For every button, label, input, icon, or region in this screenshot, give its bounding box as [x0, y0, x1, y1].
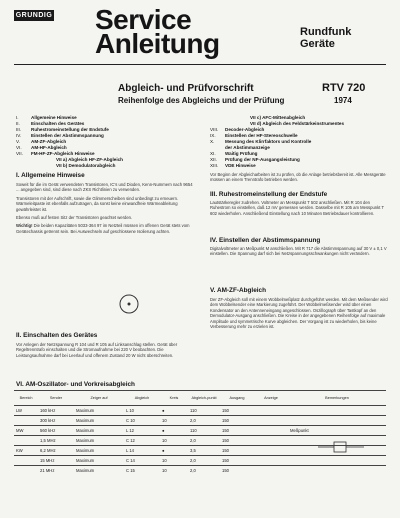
section-6-title: VI. AM-Oszillator- und Vorkreisabgleich — [16, 381, 135, 388]
toc-item: X. Messung des Klirrfaktors und Kontrolle — [210, 139, 312, 144]
table-row: KW 6,2 MHz Maximum L 14 ● 3,5 150 — [14, 446, 386, 456]
title-service: Service — [95, 4, 192, 35]
title-anleitung: Anleitung — [95, 28, 220, 59]
col-header: Kreis — [169, 396, 179, 400]
toc-left — [16, 115, 186, 169]
toc-item: VII c) AFC-Mittenabgleich — [250, 115, 306, 120]
section-4-body: Digitalvoltmeter an Meßpunkt M anschließen. Mit R 717 die Abstimmspannung auf 30 V ± 0,1 V einstellen. Die Spannung darf sich bei Netzspannungsschwankungen nicht verändern. — [210, 246, 387, 257]
department-label — [300, 26, 351, 50]
alignment-table — [14, 390, 386, 475]
brand-logo: GRUNDIG — [15, 12, 53, 19]
toc-item: III. Ruhestromeinstellung der Endstufe — [16, 127, 109, 132]
table-header-row — [14, 391, 386, 406]
table-row: 21 MHz Maximum C 15 10 2,0 150 — [14, 466, 386, 476]
toc-item: IX. Einstellen der HF-Stereoschwelle — [210, 133, 298, 138]
toc-item: VII a) Abgleich HF-ZF-Abgleich — [56, 157, 123, 162]
col-header: Sender — [49, 396, 63, 400]
section-3-title: III. Ruhestromeinstellung der Endstufe — [210, 191, 328, 198]
table-row: LW 160 kHz Maximum L 10 ● 110 150 — [14, 406, 386, 416]
section-1-para: Transistoren mit der Aufschrift, sowie die Glimmerscheiben sind unbedingt zu erneuern. Wärmeleitpaste ist ebenfalls aufzutragen, da sonst keine einwandfreie Wärmeableitung gewährleistet ist. — [16, 195, 179, 212]
intro-note: Vor Beginn der Abgleicharbeiten ist zu prüfen, ob die Anlage betriebsbereit ist. Alle Messgeräte müssen an einem Trenntrafo betrieben werden. — [210, 172, 386, 183]
toc-item: V. AM-ZF-Abgleich — [16, 139, 67, 144]
toc-item: VII b) Demodulatorabgleich — [56, 163, 116, 168]
model-number: RTV 720 — [322, 82, 366, 94]
section-5-body: Der ZF-Abgleich soll mit einem Wobbelmeßplatz durchgeführt werden. Mit dem Meßsender wird dem Wobbelsender eine Markierung zugeführt. Der Wobbelmeßsender wird über einen Kondensator an den Antenneneingang angeschlossen. Oszillograph über Tastkopf an den Demodulator-Ausgang anschließen. Die Kreise in der angegebenen Reihenfolge auf maximale Amplitude und symmetrische Kurve abgleichen. Der Vorgang ist zu wiederholen, bis keine Verbesserung mehr zu erzielen ist. — [210, 297, 388, 330]
header-rule — [14, 64, 386, 65]
toc-item: VII d) Abgleich des Feldstärkeinstrumentes — [250, 121, 345, 126]
table-row: 300 kHz Maximum C 10 10 2,0 150 — [14, 416, 386, 426]
section-5-title: V. AM-ZF-Abgleich — [210, 287, 266, 294]
col-header: Bemerkungen — [325, 396, 349, 400]
col-header: Ausgang — [229, 396, 245, 400]
col-header: Abgleich — [134, 396, 150, 400]
section-1-title: I. Allgemeine Hinweise — [16, 172, 85, 179]
col-header: Abgleich-punkt — [191, 396, 217, 400]
toc-item: VII. FM-HF-ZF-Abgleich Hinweise — [16, 151, 95, 156]
meter-diagram-icon — [316, 436, 366, 458]
section-3-body: Lautstärkeregler zudrehen. Voltmeter an Messpunkt T 502 anschließen. Mit R 104 den Ruhestrom so einstellen, daß 12 mV gemessen werden. Dasselbe mit R 105 am Messpunkt T 602 wiederholen. Anschließend Einstellung nach 10 Minuten Betriebsdauer kontrollieren. — [210, 200, 384, 216]
toc-right — [210, 115, 390, 169]
toc-item: I. Allgemeine Hinweise — [16, 115, 77, 120]
document-heading: Abgleich- und Prüfvorschrift — [118, 83, 254, 94]
document-year: 1974 — [334, 96, 352, 105]
section-2-title: II. Einschalten des Gerätes — [16, 332, 98, 339]
document-subheading: Reihenfolge des Abgleichs und der Prüfung — [118, 96, 285, 105]
table-row: MW 560 kHz Maximum L 12 ● 110 150 Meßpunkt — [14, 426, 386, 436]
checked-seal-icon — [118, 293, 140, 315]
section-1-para: Ebenso muß auf festen Sitz der Transistoren geachtet werden. — [16, 215, 133, 221]
table-row: 15 MHz Maximum C 14 10 2,0 150 — [14, 456, 386, 466]
col-header: Bereich — [19, 396, 33, 400]
toc-item: IV. Einstellen der Abstimmspannung — [16, 133, 104, 138]
toc-item: XI. Waitig Prüfung — [210, 151, 258, 156]
toc-item: XII. Prüfung der NF-Ausgangsleistung — [210, 157, 300, 162]
toc-item: der Abstimmanzeige — [225, 145, 270, 150]
col-header: Zeiger auf — [90, 396, 108, 400]
warning-label: Wichtig! — [16, 223, 33, 229]
section-1-body — [16, 182, 194, 290]
section-4-title: IV. Einstellen der Abstimmspannung — [210, 237, 321, 244]
col-header: Anzeige — [264, 396, 278, 400]
section-2-body: Vor Anlegen der Netzspannung R 104 und R 105 auf Linksanschlag stellen. Gerät über Regeltrenntrafo einschalten und die Stromaufnahme bei 220 V beobachten. Die Leistungsaufnahme darf bei Leerlauf und offenem Zustand 20 W nicht überschreiten. — [16, 342, 178, 358]
warning-text: Die beiden Kapazitäten 5033-364 97 im Netzteil müssen im offenen Gerät stets vom Gerätechassis getrennt sein. Bei Auswechseln auf geschlossene Isolierung achten. — [16, 223, 190, 234]
table-row: 1,5 MHz Maximum C 12 10 2,0 150 — [14, 436, 386, 446]
toc-item: VIII. Decoder-Abgleich — [210, 127, 265, 132]
department-line-2: Geräte — [300, 38, 335, 50]
department-line-1: Rundfunk — [300, 26, 352, 38]
section-1-para: Soweit für die im Gerät verwendeten Transistoren, IC's und Dioden, Kenn-Nummern nach 9654 ... angegeben sind, sind diese nach ZKS Richtlinien zu verwenden. — [16, 182, 193, 193]
toc-item: VI. AM-HF-Abgleich — [16, 145, 67, 150]
toc-item: XIII. VDE Hinweise — [210, 163, 256, 168]
toc-item: II. Einschalten des Gerätes — [16, 121, 85, 126]
